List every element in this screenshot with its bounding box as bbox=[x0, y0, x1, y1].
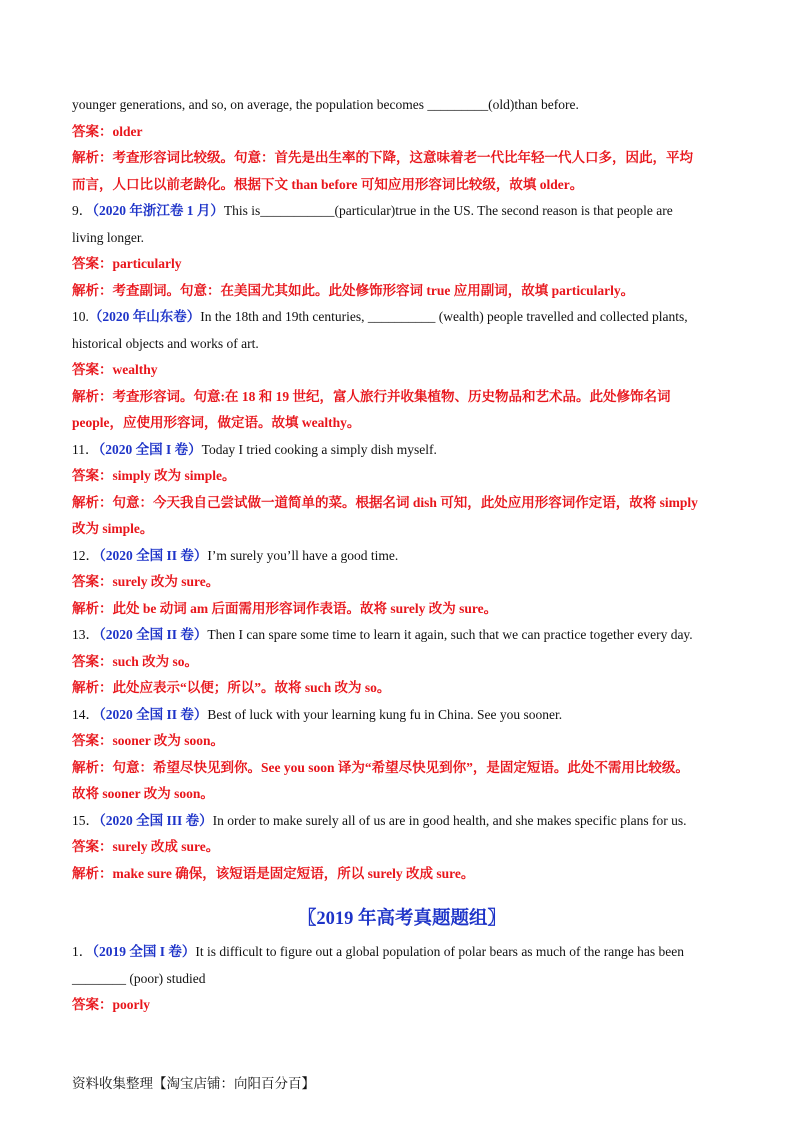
answer-line bbox=[72, 278, 732, 305]
question-number: 12． bbox=[72, 547, 99, 563]
question-line bbox=[72, 225, 732, 252]
question-number: 13． bbox=[72, 627, 99, 642]
line-text: younger generations, and so, on average, the population becomes _________(old)than before. bbox=[72, 97, 579, 112]
line-text: I’m surely you’ll have a good time. bbox=[207, 547, 399, 563]
answer-line bbox=[72, 357, 732, 384]
line-text: ________ (poor) studied bbox=[72, 970, 206, 986]
line-text: Best of luck with your learning kung fu in China. See you sooner. bbox=[207, 706, 563, 722]
answer-line bbox=[72, 251, 732, 278]
question-line bbox=[72, 198, 732, 225]
line-text: In order to make surely all of us are in good health, and she makes specific plans for us. bbox=[212, 812, 687, 828]
answer-line bbox=[72, 516, 732, 543]
question-number: 15． bbox=[72, 812, 99, 828]
answer-line bbox=[72, 172, 732, 199]
line-text: 解析：考查形容词比较级。句意：首先是出生率的下降，这意味着老一代比年轻一代人口多，因此，平均 bbox=[72, 150, 693, 165]
line-text: 解析：考查形容词。句意:在 18 和 19 世纪，富人旅行并收集植物、历史物品和艺术品。此处修饰名词 bbox=[72, 388, 671, 404]
answer-line bbox=[72, 410, 732, 437]
answer-line bbox=[72, 728, 732, 755]
line-text: 答案：simply 改为 simple。 bbox=[72, 468, 236, 483]
line-text: In the 18th and 19th centuries, __________ (wealth) people travelled and collected plants, bbox=[200, 309, 688, 324]
answer-line bbox=[72, 755, 732, 782]
answer-line bbox=[72, 861, 732, 888]
line-text: 解析：此处 be 动词 am 后面需用形容词作表语。故将 surely 改为 sure。 bbox=[72, 600, 498, 616]
line-text: 答案：older bbox=[72, 123, 143, 139]
page-footer: 资料收集整理【淘宝店铺：向阳百分百】 bbox=[72, 1076, 315, 1092]
line-text: living longer. bbox=[72, 229, 144, 245]
question-number: 10. bbox=[72, 309, 89, 324]
question-source: （2020 全国 II 卷） bbox=[99, 627, 208, 642]
line-text: 解析：make sure 确保，该短语是固定短语，所以 surely 改成 sure。 bbox=[72, 865, 475, 881]
line-text: 答案：surely 改成 sure。 bbox=[72, 839, 220, 854]
question-source: （2020 年浙江卷 1 月） bbox=[92, 203, 224, 218]
line-text: historical objects and works of art. bbox=[72, 335, 259, 351]
answer-line bbox=[72, 145, 732, 172]
line-text: Then I can spare some time to learn it again, such that we can practice together every day. bbox=[207, 627, 693, 642]
question-line bbox=[72, 331, 732, 358]
question-line bbox=[72, 966, 732, 993]
line-text: It is difficult to figure out a global population of polar bears as much of the range has been bbox=[195, 944, 685, 959]
question-number: 11． bbox=[72, 441, 99, 457]
answer-line bbox=[72, 569, 732, 596]
section-title: 〖2019 年高考真题题组〗 bbox=[297, 909, 507, 929]
answer-line bbox=[72, 992, 732, 1019]
answer-line bbox=[72, 649, 732, 676]
question-line bbox=[72, 304, 732, 331]
line-text: 而言，人口比以前老龄化。根据下文 than before 可知应用形容词比较级，故填 older。 bbox=[72, 176, 584, 192]
document-body bbox=[72, 92, 732, 1019]
line-text: 改为 simple。 bbox=[72, 521, 154, 536]
line-text: Today I tried cooking a simply dish myself. bbox=[201, 441, 437, 457]
question-block-2020 bbox=[72, 92, 732, 887]
answer-line bbox=[72, 119, 732, 146]
line-text: 答案：surely 改为 sure。 bbox=[72, 574, 220, 589]
line-text: 答案：poorly bbox=[72, 997, 151, 1012]
line-text: 答案：wealthy bbox=[72, 362, 158, 377]
line-text: 故将 sooner 改为 soon。 bbox=[72, 786, 214, 801]
line-text: 答案：particularly bbox=[72, 256, 182, 271]
question-source: （2020 全国 II 卷） bbox=[99, 547, 208, 563]
line-text: 解析：此处应表示“以便；所以”。故将 such 改为 so。 bbox=[72, 680, 391, 695]
question-source: （2020 全国 I 卷） bbox=[98, 441, 202, 457]
answer-line bbox=[72, 834, 732, 861]
question-source: （2020 全国 II 卷） bbox=[99, 706, 208, 722]
line-text: This is___________(particular)true in the US. The second reason is that people are bbox=[223, 203, 673, 218]
question-line bbox=[72, 543, 732, 570]
question-line bbox=[72, 939, 732, 966]
line-text: 解析：句意：今天我自己尝试做一道简单的菜。根据名词 dish 可知，此处应用形容词作定语，故将 simply bbox=[72, 494, 698, 510]
answer-line bbox=[72, 675, 732, 702]
line-text: 答案：sooner 改为 soon。 bbox=[72, 733, 225, 748]
answer-line bbox=[72, 596, 732, 623]
question-line bbox=[72, 702, 732, 729]
question-line bbox=[72, 437, 732, 464]
answer-line bbox=[72, 384, 732, 411]
question-line bbox=[72, 622, 732, 649]
question-line bbox=[72, 92, 732, 119]
question-source: （2019 全国 I 卷） bbox=[92, 944, 196, 959]
question-block-2019 bbox=[72, 939, 732, 1019]
line-text: 解析：句意：希望尽快见到你。See you soon 译为“希望尽快见到你”，是固定短语。此处不需用比较级。 bbox=[72, 759, 689, 775]
question-number: 9． bbox=[72, 203, 93, 218]
line-text: 答案：such 改为 so。 bbox=[72, 653, 199, 669]
question-line bbox=[72, 808, 732, 835]
line-text: people，应使用形容词，做定语。故填 wealthy。 bbox=[72, 415, 361, 430]
question-source: （2020 全国 III 卷） bbox=[99, 812, 213, 828]
question-number: 1． bbox=[72, 944, 93, 959]
answer-line bbox=[72, 490, 732, 517]
question-source: （2020 年山东卷） bbox=[88, 309, 201, 324]
question-number: 14． bbox=[72, 706, 99, 722]
answer-line bbox=[72, 463, 732, 490]
answer-line bbox=[72, 781, 732, 808]
line-text: 解析：考查副词。句意：在美国尤其如此。此处修饰形容词 true 应用副词，故填 particularly。 bbox=[72, 282, 635, 298]
